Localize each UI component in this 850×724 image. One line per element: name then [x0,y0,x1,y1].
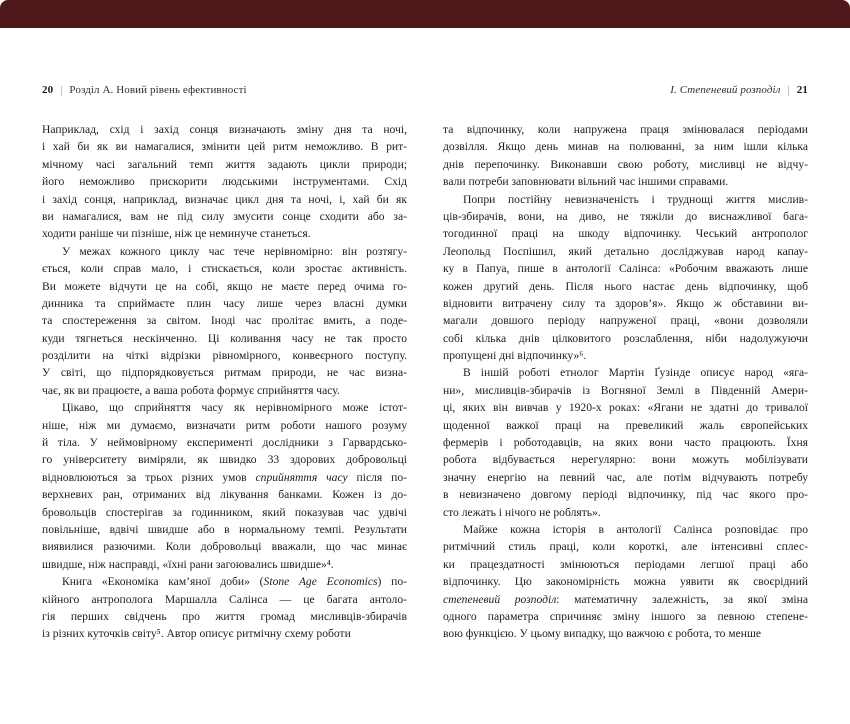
text-line: Майже кожна історія в антології Салінса розповідає про [463,522,808,536]
text-line: степеневий розподіл: математичну залежність, за якої зміна [443,592,808,606]
page-left [42,28,407,643]
text-line: фермерів і роботодавців, на яких вони часто працюють. Їхня [443,436,808,450]
text-line: сто лежать і нічого не роблять». [443,505,601,519]
text-line: і хай би як ви намагалися, змінити цей ритм неможливо. В рит- [42,140,407,154]
text-line: динника та сприймаєте плин часу лише через власні думки [42,296,407,310]
text-line: У світі, що підпорядковується ритмам природи, не час визна- [42,366,407,380]
text-line: Ви можете відчути це на собі, якщо не маєте перед очима го- [42,279,407,293]
page-header-left [42,84,407,98]
text-line: го університету виміряли, як швидко 33 здорових добровольці [42,453,407,467]
text-line: тогодинної праці на шкоду відпочинку. Чеський антрополог [443,227,808,241]
text-line: відновлюються за трьох різних умов сприйняття часу після по- [42,470,407,484]
text-line: гія перших свідчень про життя громад мисливців-збирачів [42,609,407,623]
text-line: чає, як ви працюєте, а ваша робота формує сприйняття часу. [42,383,340,397]
page-text-right [443,121,808,643]
text-line: ців-збирачів, вони, на диво, не тяжіли до виснажливої бага- [443,209,808,223]
page-header-right [443,84,808,98]
text-line: розділити на чіткі відрізки рівномірного, конвеєрного поступу. [42,349,407,363]
text-line: ку в Папуа, пише в антології Салінса: «Робочим вважають лише [443,262,808,276]
text-line: робота відбувається нерегулярно: вони можуть мобілізувати [443,453,808,467]
text-line: його неможливо прискорити людськими інструментами. Схід [42,175,407,189]
text-line: вою функцією. У цьому випадку, що важчою є робота, то менше [443,627,762,641]
paragraph [42,121,407,243]
book-spread [0,28,850,643]
page-number-left: 20 [42,84,54,96]
text-line: ніше, ніж ми думаємо, визначати ритм роботи нашого розуму [42,418,407,432]
text-line: собі кілька днів цілковитого розслаблення, ніби надолужуючи [443,331,808,345]
paragraph [42,243,407,400]
text-line: значну енергію на певний час, але потім відчувають потребу [443,470,808,484]
header-divider: | [787,85,790,96]
running-title-left: Розділ А. Новий рівень ефективності [69,84,247,96]
text-line: ці, яких він вивчав у 1920-х роках: «Ягани не здатні до тривалої [443,401,808,415]
paragraph [443,364,808,521]
text-line: одного параметра спричиняє зміну іншого за певною степене- [443,609,808,623]
text-line: верхневих ран, отриманих від лікування банками. Кожен із до- [42,488,407,502]
page-number-right: 21 [796,84,808,96]
text-line: та спостереження за світом. Іноді час пролітає вмить, а поде- [42,314,407,328]
text-line: кійного антрополога Маршалла Салінса — це багата антоло- [42,592,407,606]
text-line: Попри постійну невизначеність і труднощі життя мислив- [463,192,808,206]
paragraph [443,121,808,191]
text-line: ни», мисливців-збирачів із Вогняної Землі в Південній Амери- [443,383,808,397]
page-text-left [42,121,407,643]
paragraph [42,399,407,573]
text-line: відновити витрачену силу та здоров’я». Якщо ж обставини ви- [443,296,808,310]
text-line: Книга «Економіка кам’яної доби» (Stone Age Economics) по- [62,575,407,589]
text-line: ється, коли справ мало, і стискається, коли зростає активність. [42,262,407,276]
text-line: та відпочинку, коли напружена праця змінювалася періодами [443,123,808,136]
text-line: із різних куточків світу⁵. Автор описує ритмічну схему роботи [42,627,351,641]
text-line: щоденної важкої праці на превеликий жаль європейських [443,418,808,432]
header-divider: | [60,85,63,96]
text-line: швидше, ніж насправді, «їхні рани загоювались швидше»⁴. [42,557,334,571]
text-line: ритмічний стиль праці, коли короткі, але інтенсивні сплес- [443,540,808,554]
text-line: Леопольд Поспішил, який детально досліджував народ капау- [443,244,808,258]
text-line: пропущені дні відпочинку»⁶. [443,349,587,363]
text-line: в невизначено довгому періоді відпочинку, під час якого про- [443,488,808,502]
text-line: вали потреби заповнювати вільний час іншими справами. [443,175,729,189]
page-right [443,28,808,643]
text-line: відпочинку. Цю закономірність можна уявити як своєрідний [443,575,808,589]
text-line: виявилися разючими. Коли добровольці вважали, що час минає [42,540,407,554]
text-line: днів перепочинку. Виконавши свою роботу, мисливці не відчу- [443,157,808,171]
text-line: повільніше, вдвічі швидше або в нормальному темпі. Результати [42,522,407,536]
text-line: ходити раніше чи пізніше, ніж це неминуче станеться. [42,227,311,241]
text-line: куди тягнеться нескінченно. Ці коливання часу не так просто [42,331,407,345]
text-line: Наприклад, схід і захід сонця визначають зміну дня та ночі, [42,123,407,136]
paragraph [443,521,808,643]
paragraph [443,191,808,365]
paragraph [42,573,407,643]
window-titlebar[interactable] [0,0,850,28]
text-line: бровольців спостерігав за годинником, який показував час удвічі [42,505,407,519]
text-line: В іншій роботі етнолог Мартін Ґузінде описує народ «яга- [463,366,808,380]
text-line: У межах кожного циклу час тече нерівномірно: він розтягу- [62,244,407,258]
text-line: кожен другий день. Після нього настає день відпочинку, щоб [443,279,808,293]
text-line: Цікаво, що сприйняття часу як нерівномірного може істот- [62,401,407,415]
text-line: дозвілля. Якщо день минав на полюванні, за ним ішли кілька [443,140,808,154]
text-line: ви намагалися, вам не під силу змусити сонце сходити або за- [42,209,407,223]
running-title-right: І. Степеневий розподіл [670,84,781,96]
text-line: мічному часі загальний темп життя задають цикли природи; [42,157,407,171]
text-line: і захід сонця, наприклад, визначає цикл дня та ночі, і, хай би як [42,192,407,206]
text-line: ки працездатності змінюються періодами легшої праці або [443,557,808,571]
text-line: магали довшого періоду напруженої праці, «вони дозволяли [443,314,808,328]
text-line: й тіла. У неймовірному експерименті дослідники з Гарвардсько- [42,436,407,450]
